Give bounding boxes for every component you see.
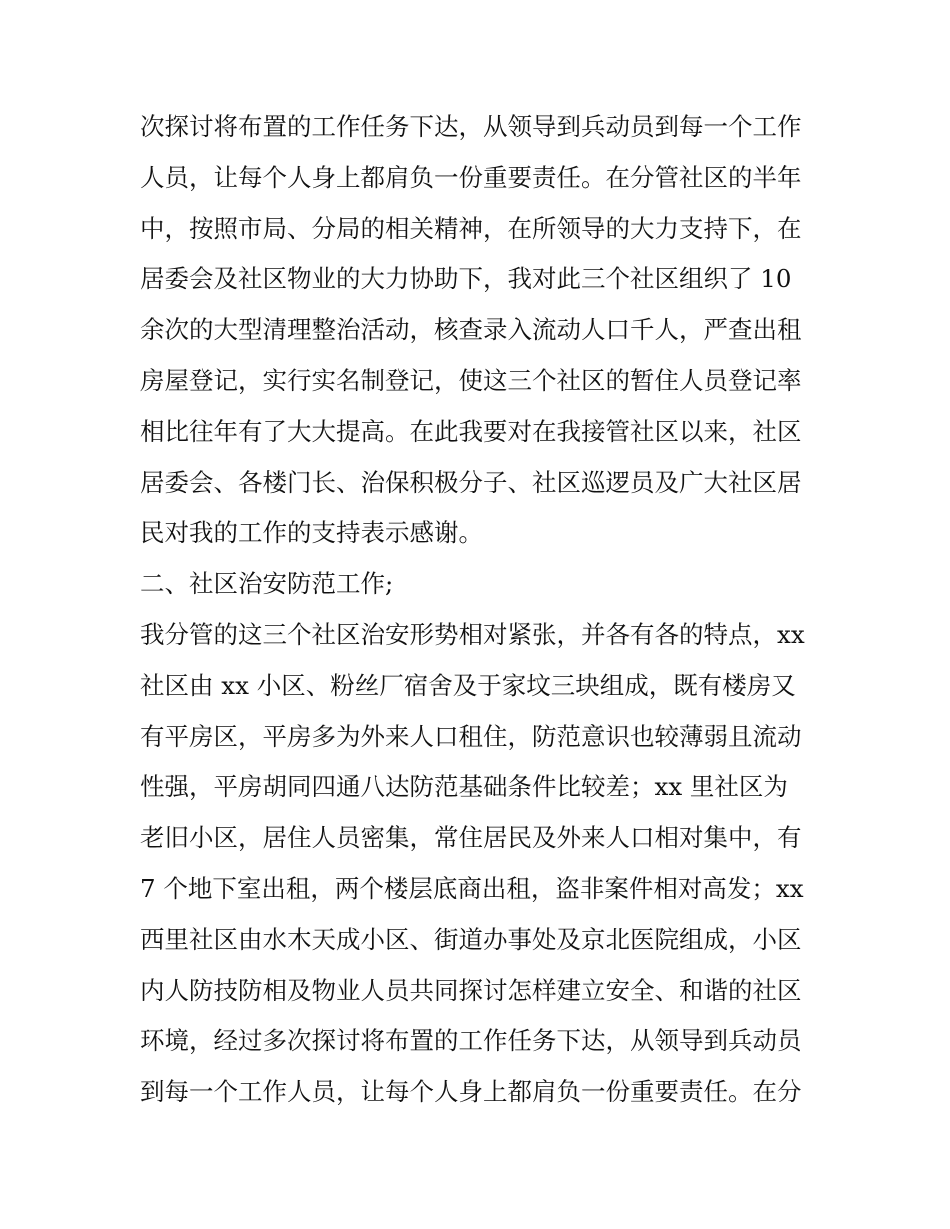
text-line: 相比往年有了大大提高。在此我要对在我接管社区以来，社区 bbox=[140, 416, 802, 446]
text-line: 房屋登记，实行实名制登记，使这三个社区的暂住人员登记率 bbox=[140, 365, 802, 395]
text-line: 中，按照市局、分局的相关精神，在所领导的大力支持下，在 bbox=[140, 213, 802, 243]
text-line: 社区由 xx 小区、粉丝厂宿舍及于家坟三块组成，既有楼房又 bbox=[140, 670, 796, 700]
text-line: 到每一个工作人员，让每个人身上都肩负一份重要责任。在分 bbox=[140, 1077, 802, 1107]
text-line: 有平房区，平房多为外来人口租住，防范意识也较薄弱且流动 bbox=[140, 721, 802, 751]
text-line: 环境，经过多次探讨将布置的工作任务下达，从领导到兵动员 bbox=[140, 1026, 802, 1056]
text-line: 我分管的这三个社区治安形势相对紧张，并各有各的特点，xx bbox=[140, 619, 805, 649]
text-line: 7 个地下室出租，两个楼层底商出租，盗非案件相对高发；xx bbox=[140, 873, 804, 903]
body-text bbox=[140, 102, 820, 1118]
text-line: 民对我的工作的支持表示感谢。 bbox=[140, 518, 483, 548]
text-line: 性强，平房胡同四通八达防范基础条件比较差；xx 里社区为 bbox=[140, 772, 788, 802]
text-line: 居委会、各楼门长、治保积极分子、社区巡逻员及广大社区居 bbox=[140, 467, 802, 497]
text-line: 居委会及社区物业的大力协助下，我对此三个社区组织了 10 bbox=[140, 264, 792, 294]
text-line: 次探讨将布置的工作任务下达，从领导到兵动员到每一个工作 bbox=[140, 112, 802, 141]
text-line: 人员，让每个人身上都肩负一份重要责任。在分管社区的半年 bbox=[140, 162, 802, 192]
text-line: 内人防技防相及物业人员共同探讨怎样建立安全、和谐的社区 bbox=[140, 975, 802, 1005]
text-line: 西里社区由水木天成小区、街道办事处及京北医院组成，小区 bbox=[140, 924, 802, 954]
text-line: 余次的大型清理整治活动，核查录入流动人口千人，严查出租 bbox=[140, 315, 802, 345]
text-line: 老旧小区，居住人员密集，常住居民及外来人口相对集中，有 bbox=[140, 823, 802, 853]
section-heading: 二、社区治安防范工作; bbox=[140, 569, 394, 599]
